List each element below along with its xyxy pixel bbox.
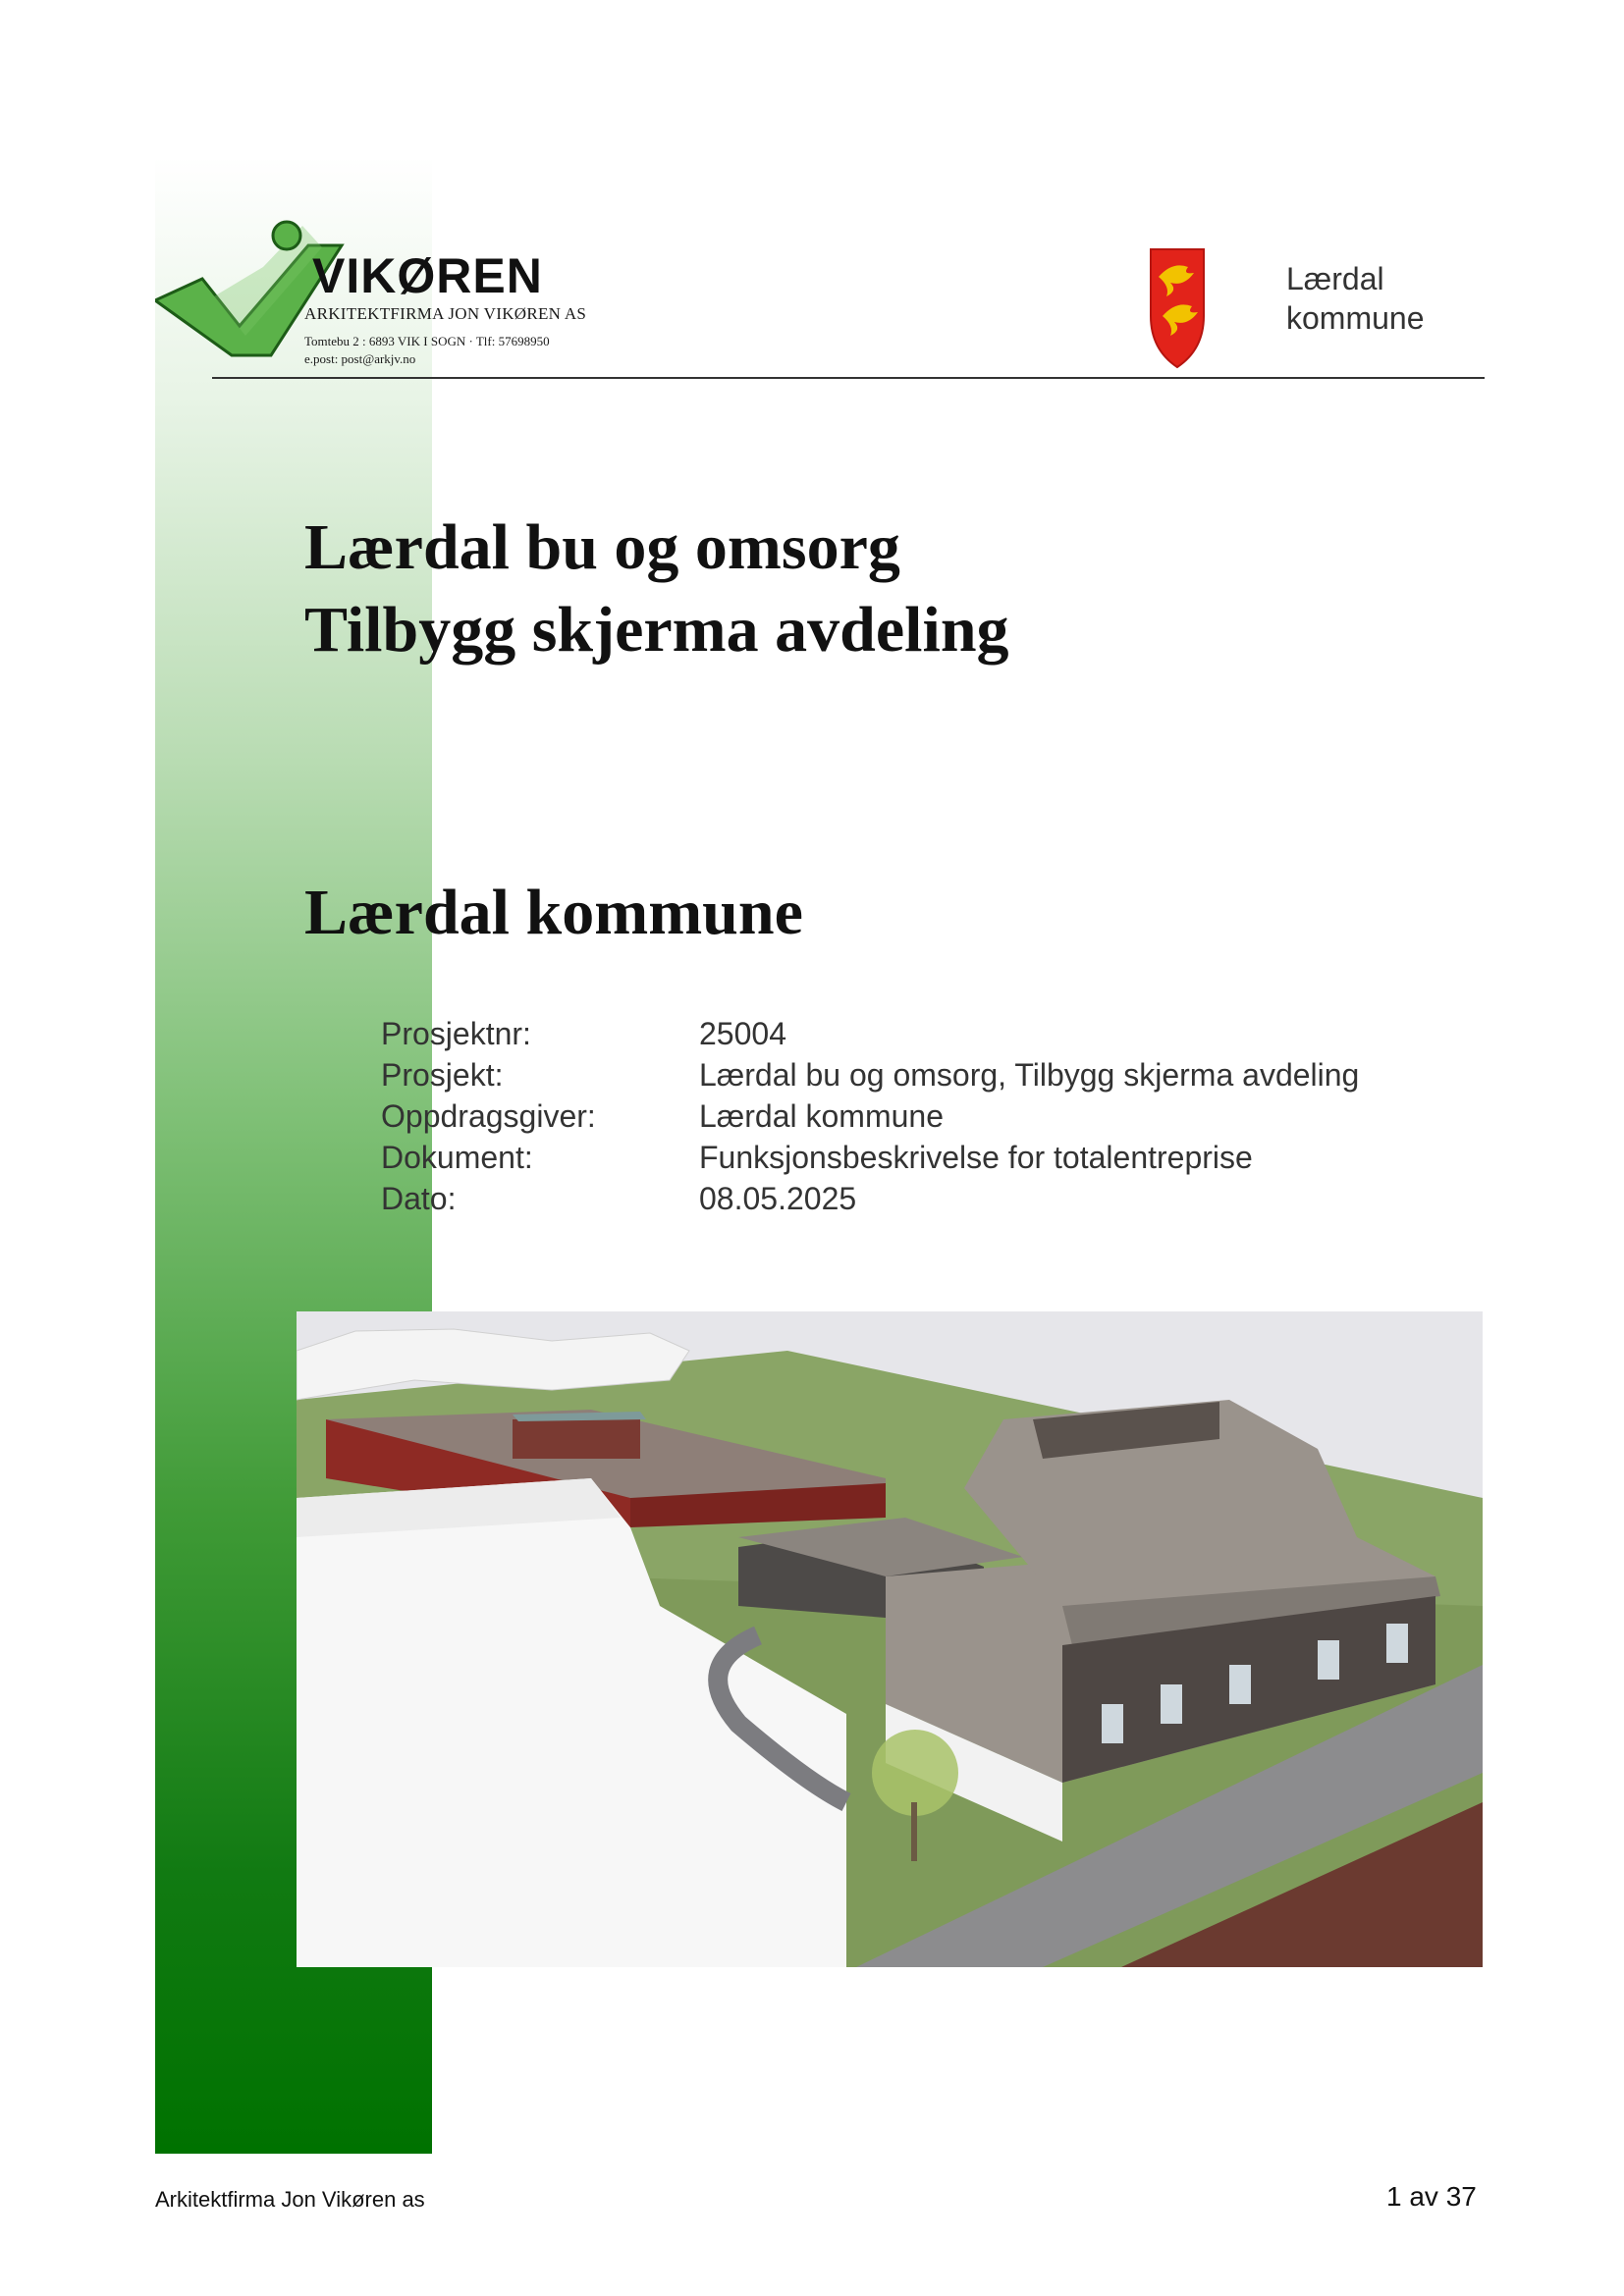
info-row-document — [381, 1137, 1359, 1178]
kommune-name — [1286, 259, 1425, 338]
page-number: 1 av 37 — [1386, 2181, 1477, 2212]
project-info — [381, 1013, 1359, 1219]
info-value: Funksjonsbeskrivelse for totalentreprise — [699, 1140, 1253, 1175]
info-row-client — [381, 1095, 1359, 1137]
building-rendering-image — [297, 1311, 1483, 1967]
info-value: 25004 — [699, 1016, 786, 1051]
laerdal-coat-of-arms-icon — [1149, 247, 1206, 369]
kommune-line2: kommune — [1286, 300, 1425, 336]
info-label: Prosjektnr: — [381, 1016, 531, 1051]
logo-address: Tomtebu 2 : 6893 VIK I SOGN · Tlf: 57698950 — [304, 334, 550, 348]
info-label: Oppdragsgiver: — [381, 1098, 596, 1134]
info-row-project-number — [381, 1013, 1359, 1054]
header-rule — [212, 377, 1485, 379]
info-value: Lærdal kommune — [699, 1098, 944, 1134]
info-row-project — [381, 1054, 1359, 1095]
logo-firm: ARKITEKTFIRMA JON VIKØREN AS — [304, 304, 587, 323]
title-line1: Lærdal bu og omsorg — [304, 511, 900, 583]
document-title — [304, 507, 1009, 671]
info-label: Dato: — [381, 1181, 457, 1216]
logo-email: e.post: post@arkjv.no — [304, 351, 416, 366]
info-value: 08.05.2025 — [699, 1181, 857, 1216]
info-label: Prosjekt: — [381, 1057, 504, 1093]
logo-name: VIKØREN — [312, 248, 543, 303]
info-label: Dokument: — [381, 1140, 533, 1175]
client-heading: Lærdal kommune — [304, 877, 803, 948]
info-value: Lærdal bu og omsorg, Tilbygg skjerma avdeling — [699, 1057, 1360, 1093]
title-line2: Tilbygg skjerma avdeling — [304, 594, 1009, 666]
footer-firm: Arkitektfirma Jon Vikøren as — [155, 2187, 425, 2212]
kommune-line1: Lærdal — [1286, 261, 1384, 296]
info-row-date — [381, 1178, 1359, 1219]
